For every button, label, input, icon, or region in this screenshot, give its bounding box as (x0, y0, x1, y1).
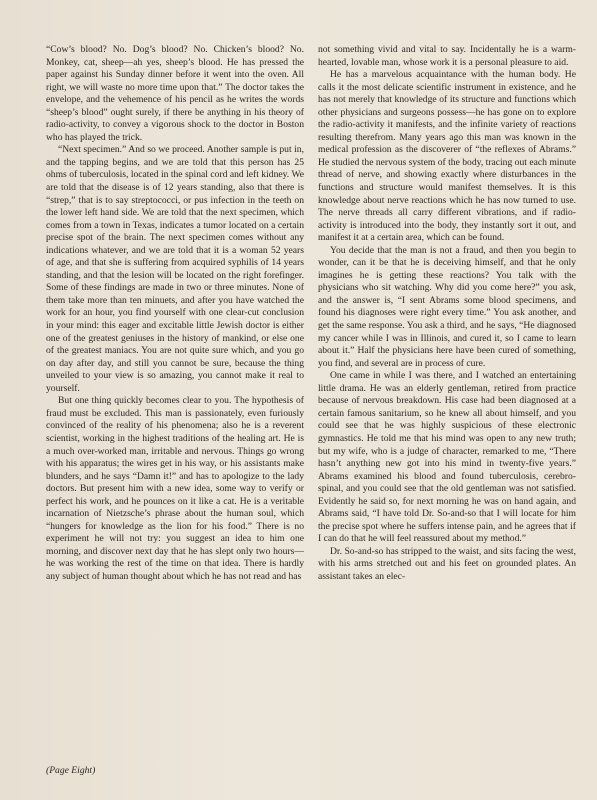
paragraph: You decide that the man is not a fraud, and then you begin to wonder, can it be that he is deceiving himself, and that he only imagines he is getting these reactions? You talk with the physicians who sit watching. Why did you come here?” you ask, and the answer is, “I sent Abrams some blood specimens, and found his diagnoses were right every time.” You ask another, and get the same response. You ask a third, and he says, “He diagnosed my cancer while I was in Illinois, and cured it, so I came to learn about it.” Half the physicians here have been cured of something, you find, and several are in process of cure. (318, 244, 576, 369)
paragraph: “Next specimen.” And so we proceed. Another sample is put in, and the tapping begins, and we are told that this person has 25 ohms of tuberculosis, located in the spinal cord and left kidney. We are told that the disease is of 12 years standing, also that there is “strep,” that is to say streptococci, or pus infection in the teeth on the lower left hand side. We are told that the next specimen, which comes from a town in Texas, indicates a tumor located on a certain precise spot of the brain. The next specimen comes without any indications whatever, and we are told that it is a woman 52 years of age, and that she is suffering from acquired syphilis of 14 years standing, and that the lesion will be located on the right forefinger. Some of these findings are made in two or three minutes. None of them take more than ten minuets, and after you have watched the work for an hour, you find yourself with one clear-cut conclusion in your mind: this eager and excitable little Jewish doctor is either one of the greatest geniuses in the history of mankind, or else one of the greatest maniacs. You are not quite sure which, and you go on day after day, and still you cannot be sure, because the thing unveiled to your view is so amazing, you cannot make it real to yourself. (46, 144, 304, 394)
page-number: (Page Eight) (46, 765, 96, 776)
paragraph: not something vivid and vital to say. Incidentally he is a warm-hearted, lovable man, whose work it is a personal pleasure to aid. (318, 44, 576, 68)
left-text-column (46, 44, 304, 584)
paragraph: But one thing quickly becomes clear to you. The hypothesis of fraud must be excluded. This man is passionately, even furiously convinced of the reality of his phenomena; also he is a reverent scientist, working in the highest traditions of the healing art. He is a much over-worked man, irritable and nervous. Things go wrong with his apparatus; the wires get in his way, or his assistants make blunders, and he says “Damn it!” and has to apologize to the lady doctors. But present him with a new idea, some way to verify or perfect his work, and he pounces on it like a cat. He is a veritable incarnation of Nietzsche’s phrase about the human soul, which “hungers for knowledge as the lion for his food.” There is no experiment he will not try: you suggest an idea to him one morning, and discover next day that he has slept only two hours—he was working the rest of the time on that idea. There is hardly any subject of human thought about which he has not read and has (46, 395, 304, 582)
paragraph: “Cow’s blood? No. Dog’s blood? No. Chicken’s blood? No. Monkey, cat, sheep—ah yes, sheep’s blood. He has pressed the paper against his Sunday dinner before it went into the oven. All right, we will waste no more time upon that.” The doctor takes the envelope, and the vehemence of his pencil as he writes the words “sheep’s blood” ought surely, if there be anything in his theory of radio-activity, to convey a vigorous shock to the doctor in Boston who has played the trick. (46, 44, 304, 143)
paragraph: Dr. So-and-so has stripped to the waist, and sits facing the west, with his arms stretched out and his feet on grounded plates. An assistant takes an elec- (318, 545, 576, 582)
paragraph: He has a marvelous acquaintance with the human body. He calls it the most delicate scientific instrument in existence, and he has not merely that knowledge of its structure and functions which other physicians and surgeons possess—he has gone on to explore the radio-activity it manifests, and the infinite variety of reactions resulting therefrom. Many years ago this man was known in the medical profession as the discoverer of “the reflexes of Abrams.” He studied the nervous system of the body, tracing out each minute thread of nerve, and showing exactly where disturbances in the functions and structure would manifest themselves. It is this knowledge about nerve reactions which he has now turned to use. The nerve threads all carry different vibrations, and if radio-activity is introduced into the body, they instantly sort it out, and manifest it at a certain area, which can be found. (318, 69, 576, 244)
right-text-column (318, 44, 576, 584)
paragraph: One came in while I was there, and I watched an entertaining little drama. He was an elderly gentleman, retired from practice because of nervous breakdown. His case had been diagnosed at a certain famous sanitarium, so he knew all about himself, and you could see that he was highly suspicious of these electronic gymnastics. He told me that his mind was open to any new truth; but my wife, who is a judge of character, remarked to me, “There hasn’t anything new got into his mind in twenty-five years.” Abrams examined his blood and found tuberculosis, cerebro-spinal, and you could see that the old gentleman was not satisfied. Evidently he said so, for next morning he was on hand again, and Abrams said, “I have told Dr. So-and-so that I will locate for him the precise spot where he suffers intense pain, and he agrees that if I can do that he will feel reassured about my method.” (318, 370, 576, 545)
